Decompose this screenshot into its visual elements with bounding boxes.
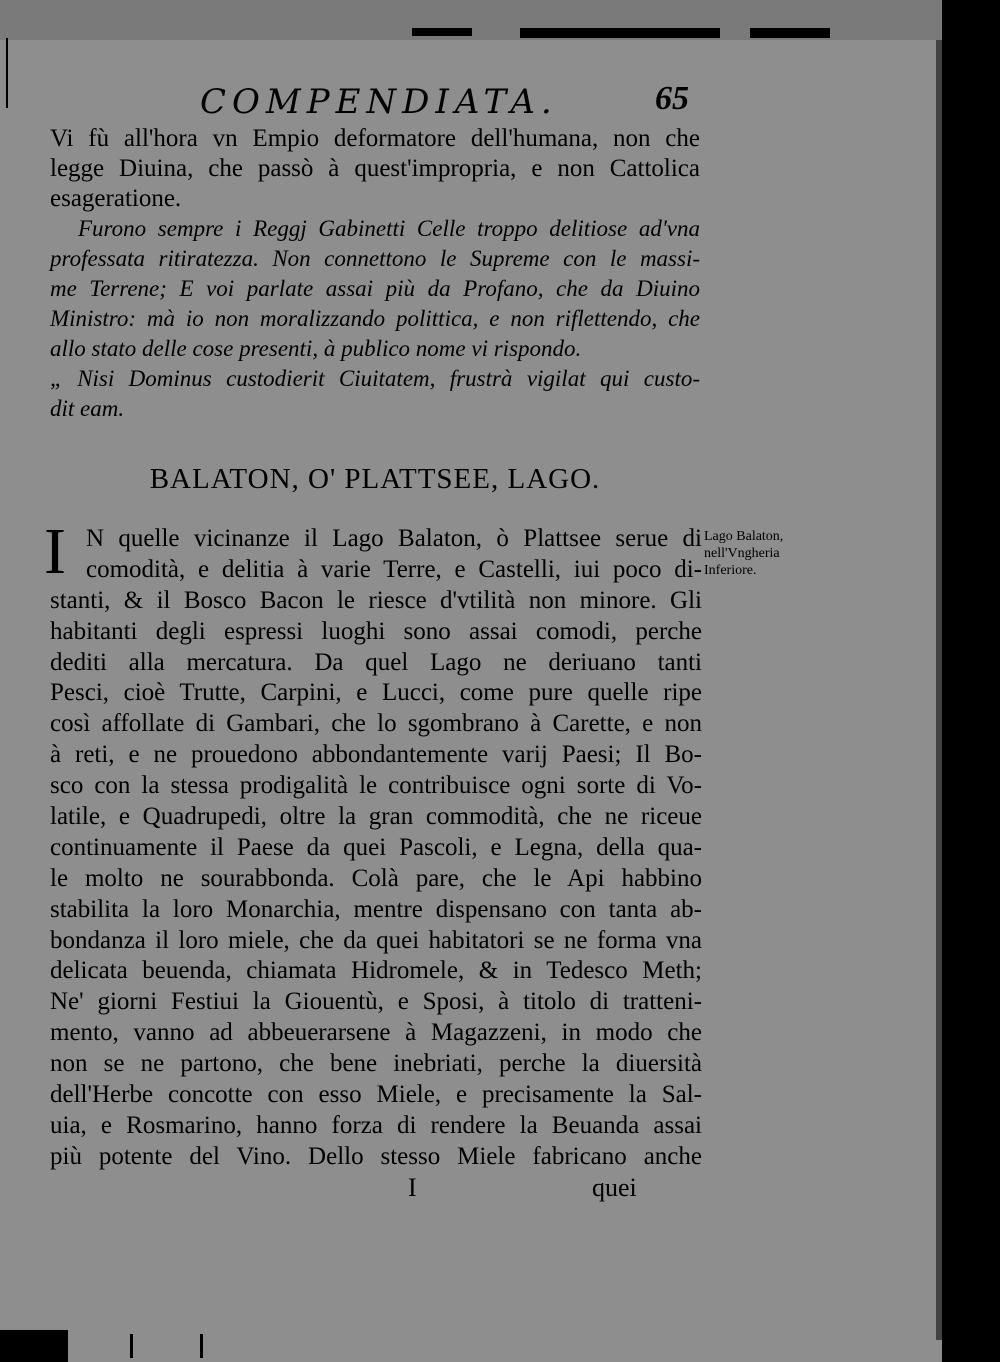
text-line: più potente del Vino. Dello stesso Miele fabricano anche <box>50 1142 702 1170</box>
catchword: quei <box>592 1173 637 1202</box>
scan-top-mark <box>520 28 720 38</box>
text-line: habitanti degli espressi luoghi sono assai comodi, perche <box>50 617 702 645</box>
text-line: legge Diuina, che passò à quest'impropria, e non Cattolica <box>50 155 700 182</box>
text-line: dediti alla mercatura. Da quel Lago ne deriuano tanti <box>50 648 702 676</box>
margin-note-line: nell'Vngheria <box>704 546 780 561</box>
scan-right-border <box>942 0 1000 1362</box>
margin-note <box>704 528 814 579</box>
text-line: bondanza il loro miele, che da quei habitatori se ne forma vna <box>50 926 702 954</box>
text-line: mento, vanno ad abbeuerarsene à Magazzeni, in modo che <box>50 1019 702 1047</box>
text-line: me Terrene; E voi parlate assai più da Profano, che da Diuino <box>50 276 700 301</box>
scan-top-mark <box>412 28 472 36</box>
text-line: latile, e Quadrupedi, oltre la gran commodità, che ne riceue <box>50 803 702 831</box>
text-line: Vi fù all'hora vn Empio deformatore dell'humana, non che <box>50 125 700 152</box>
paragraph-1 <box>50 124 700 214</box>
scan-right-bar <box>942 53 970 80</box>
text-line: stabilita la loro Monarchia, mentre dispensano con tanta ab- <box>50 895 702 923</box>
text-line: uia, e Rosmarino, hanno forza di rendere la Beuanda assai <box>50 1111 702 1139</box>
text-line: à reti, e ne prouedono abbondantemente varij Paesi; Il Bo- <box>50 741 702 769</box>
signature-mark: I <box>408 1173 417 1202</box>
margin-note-line: Inferiore. <box>704 563 757 578</box>
margin-note-line: Lago Balaton, <box>704 529 784 544</box>
scan-top-mark <box>750 28 830 38</box>
drop-cap: I <box>44 515 66 588</box>
scan-bottom-block <box>0 1330 68 1362</box>
scan-bottom-tick <box>200 1334 203 1358</box>
text-line: „ Nisi Dominus custodierit Ciuitatem, frustrà vigilat qui custo- <box>50 366 700 391</box>
text-line: Pesci, cioè Trutte, Carpini, e Lucci, come pure quelle ripe <box>50 679 702 707</box>
text-line: N quelle vicinanze il Lago Balaton, ò Plattsee serue di <box>86 525 702 552</box>
scan-top-border <box>0 0 1000 40</box>
running-head: COMPENDIATA. <box>200 82 558 122</box>
paragraph-2 <box>50 214 700 424</box>
body-paragraph <box>50 524 702 1173</box>
text-line: Furono sempre i Reggj Gabinetti Celle troppo delitiose ad'vna <box>78 216 700 241</box>
text-line: comodità, e delitia à varie Terre, e Castelli, iui poco di- <box>86 555 702 583</box>
text-line: professata ritiratezza. Non connettono le Supreme con le massi- <box>50 246 700 271</box>
text-line: sco con la stessa prodigalità le contribuisce ogni sorte di Vo- <box>50 772 702 800</box>
text-line: continuamente il Paese da quei Pascoli, e Legna, della qua- <box>50 833 702 861</box>
text-line: Ministro: mà io non moralizzando polittica, e non riflettendo, che <box>50 306 700 331</box>
text-line: così affollate di Gambari, che lo sgombrano à Carette, e non <box>50 710 702 738</box>
text-line: dit eam. <box>50 396 125 421</box>
text-line: non se ne partono, che bene inebriati, perche la diuersità <box>50 1050 702 1078</box>
text-line: allo stato delle cose presenti, à publico nome vi rispondo. <box>50 336 582 361</box>
text-line: Ne' giorni Festiui la Giouentù, e Sposi, à titolo di tratteni- <box>50 988 702 1016</box>
text-line: stanti, & il Bosco Bacon le riesce d'vtilità non minore. Gli <box>50 586 702 614</box>
scan-bottom-tick <box>130 1334 133 1358</box>
text-line: esageratione. <box>50 185 182 212</box>
text-line: le molto ne sourabbonda. Colà pare, che le Api habbino <box>50 864 702 892</box>
text-line: dell'Herbe concotte con esso Miele, e precisamente la Sal- <box>50 1081 702 1109</box>
section-heading: BALATON, O' PLATTSEE, LAGO. <box>149 463 601 495</box>
scan-left-rule <box>6 38 8 108</box>
text-line: delicata beuenda, chiamata Hidromele, & in Tedesco Meth; <box>50 957 702 985</box>
page-number: 65 <box>655 80 689 117</box>
